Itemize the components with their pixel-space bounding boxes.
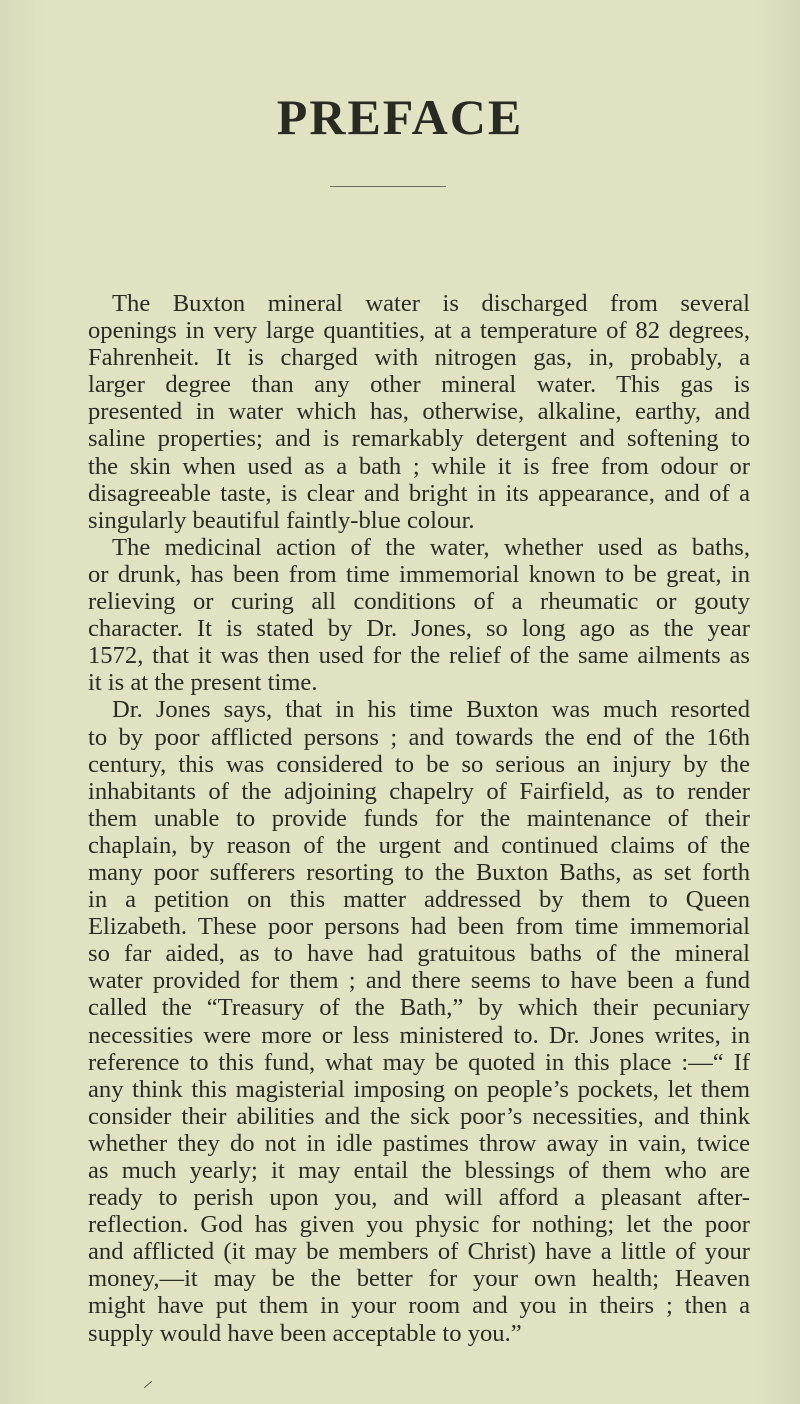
text-line: 1572, that it was then used for the relief of the same ailments as	[88, 642, 750, 670]
text-line: as much yearly; it may entail the blessings of them who are	[88, 1157, 750, 1184]
text-line: might have put them in your room and you in theirs ; then a	[88, 1292, 750, 1320]
text-line: any think this magisterial imposing on people’s pockets, let them	[88, 1075, 750, 1103]
preface-body	[88, 290, 750, 1347]
text-line: the skin when used as a bath ; while it is free from odour or	[88, 452, 750, 480]
text-line: century, this was considered to be so serious an injury by the	[88, 750, 750, 778]
text-line: saline properties; and is remarkably detergent and softening to	[88, 425, 750, 453]
text-line: Fahrenheit. It is charged with nitrogen gas, in, probably, a	[88, 344, 750, 372]
text-line: relieving or curing all conditions of a rheumatic or gouty	[88, 588, 750, 616]
text-line: character. It is stated by Dr. Jones, so long ago as the year	[88, 615, 750, 643]
text-line: ready to perish upon you, and will afford a pleasant after-	[88, 1184, 750, 1212]
text-line: The Buxton mineral water is discharged from several	[112, 290, 750, 317]
text-line: chaplain, by reason of the urgent and continued claims of the	[88, 831, 750, 859]
page-title: PREFACE	[276, 89, 524, 145]
text-line: consider their abilities and the sick poor’s necessities, and think	[88, 1102, 750, 1130]
text-line: many poor sufferers resorting to the Buxton Baths, as set forth	[88, 858, 750, 886]
text-line: whether they do not in idle pastimes throw away in vain, twice	[88, 1129, 750, 1157]
text-line: singularly beautiful faintly-blue colour.	[88, 506, 475, 534]
text-line: it is at the present time.	[88, 669, 318, 697]
text-line: necessities were more or less ministered to. Dr. Jones writes, in	[88, 1021, 750, 1049]
text-line: reflection. God has given you physic for nothing; let the poor	[88, 1211, 750, 1239]
stray-pencil-mark	[144, 1381, 152, 1388]
text-line: disagreeable taste, is clear and bright in its appearance, and of a	[88, 479, 750, 507]
text-line: them unable to provide funds for the maintenance of their	[88, 804, 750, 832]
text-line: money,—it may be the better for your own health; Heaven	[88, 1265, 750, 1293]
text-line: and afflicted (it may be members of Christ) have a little of your	[88, 1238, 750, 1266]
text-line: supply would have been acceptable to you.”	[88, 1319, 522, 1347]
text-line: called the “Treasury of the Bath,” by which their pecuniary	[88, 994, 750, 1022]
text-line: Elizabeth. These poor persons had been from time immemorial	[88, 913, 750, 941]
text-line: water provided for them ; and there seems to have been a fund	[88, 967, 750, 995]
text-line: or drunk, has been from time immemorial known to be great, in	[88, 560, 750, 588]
text-line: inhabitants of the adjoining chapelry of Fairfield, as to render	[88, 777, 750, 805]
text-line: openings in very large quantities, at a temperature of 82 degrees,	[88, 317, 750, 345]
text-line: Dr. Jones says, that in his time Buxton was much resorted	[112, 696, 750, 724]
text-line: to by poor afflicted persons ; and towards the end of the 16th	[88, 723, 750, 751]
text-line: in a petition on this matter addressed by them to Queen	[88, 886, 750, 914]
text-line: The medicinal action of the water, whether used as baths,	[112, 533, 750, 561]
text-line: reference to this fund, what may be quoted in this place :—“ If	[88, 1048, 750, 1076]
text-line: presented in water which has, otherwise, alkaline, earthy, and	[88, 398, 750, 426]
text-line: so far aided, as to have had gratuitous baths of the mineral	[88, 940, 750, 968]
text-line: larger degree than any other mineral water. This gas is	[88, 371, 750, 399]
title-divider	[330, 186, 446, 187]
